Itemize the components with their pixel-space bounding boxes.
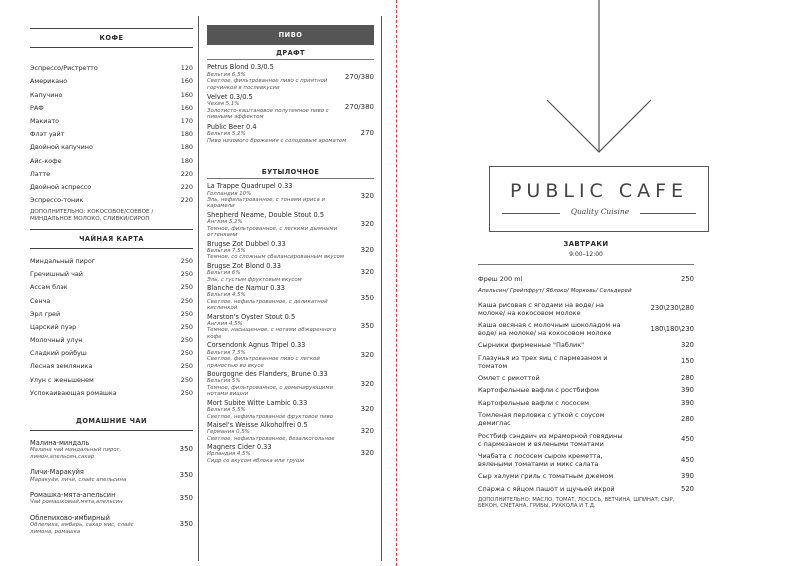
beer-text xyxy=(207,399,347,420)
item-price: 350 xyxy=(179,471,193,480)
home-tea-row xyxy=(30,514,193,535)
beer-desc: Светлое, нефильтрованное, с деликатной кислинкой xyxy=(207,298,328,312)
item-price: 230\230\280 xyxy=(650,304,694,313)
menu-row xyxy=(30,115,193,128)
beer-row xyxy=(207,341,374,369)
beer-price: 350 xyxy=(360,293,374,302)
item-price: 160 xyxy=(180,90,193,99)
breakfast-row xyxy=(478,321,694,337)
beer-origin: Ирландия 4,5% xyxy=(207,451,251,458)
menu-row xyxy=(30,128,193,141)
beer-text xyxy=(207,313,347,341)
menu-row xyxy=(30,194,193,207)
item-price: 250 xyxy=(180,336,193,345)
breakfast-row xyxy=(478,411,694,427)
beer-origin: Бельгия 5,5% xyxy=(207,407,246,414)
beer-origin: Голландия 10% xyxy=(207,190,252,197)
beer-text xyxy=(207,443,347,464)
item-price: 280 xyxy=(681,373,694,382)
beer-price: 320 xyxy=(360,449,374,458)
home-tea-row xyxy=(30,439,193,460)
breakfast-row xyxy=(478,354,694,370)
beer-price: 320 xyxy=(360,379,374,388)
item-name: Двойной эспрессо xyxy=(30,182,92,191)
left-column-rule xyxy=(198,16,199,561)
item-price: 250 xyxy=(180,256,193,265)
item-price: 120 xyxy=(180,64,193,73)
breakfast-rule xyxy=(478,264,694,265)
item-price: 390 xyxy=(681,472,694,481)
breakfast-row xyxy=(478,432,694,448)
beer-desc: Эль, нефильтрованное, с тонами ириса и карамели xyxy=(207,197,325,210)
breakfast-title: ЗАВТРАКИ xyxy=(563,240,609,248)
beer-name: Public Beer 0.4 xyxy=(207,122,257,131)
item-name: РАФ xyxy=(30,103,44,112)
beer-row xyxy=(207,313,374,341)
item-name: Томленая перловка с уткой с соусом демиглас xyxy=(478,411,605,428)
beer-origin: Бельгия 6% xyxy=(207,270,241,277)
beer-desc: Темное, насыщенное, с нотами обжаренного кофе xyxy=(207,327,336,340)
item-price: 180\180\230 xyxy=(650,324,694,333)
beer-name: Magners Cider 0.33 xyxy=(207,443,272,452)
item-price: 390 xyxy=(681,386,694,395)
item-name: Сенча xyxy=(30,296,51,305)
breakfast-row xyxy=(478,341,694,349)
beer-row xyxy=(207,93,374,121)
menu-row xyxy=(30,75,193,88)
item-name: Облепихово-имбирный xyxy=(30,513,110,522)
beer-desc: Эль, с густым фруктовым вкусом xyxy=(207,276,302,283)
item-name: Миндальный пирог xyxy=(30,256,96,265)
item-price: 250 xyxy=(180,349,193,358)
tea-header: ЧАЙНАЯ КАРТА xyxy=(30,229,193,249)
beer-desc: Золотисто-каштановое полутемное пиво с пивными эффектом xyxy=(207,107,329,121)
item-name: Эспрессо-тоник xyxy=(30,196,84,205)
beer-origin: Германия 0,5% xyxy=(207,429,250,436)
beer-row xyxy=(207,399,374,420)
item-price: 350 xyxy=(179,520,193,529)
item-name: Сырники фирменные "Паблик" xyxy=(478,341,585,350)
draft-list xyxy=(207,63,374,144)
item-price: 450 xyxy=(681,435,694,444)
bottled-rule xyxy=(207,178,374,179)
item-name: Молочный улун xyxy=(30,336,83,345)
beer-price: 350 xyxy=(360,322,374,331)
item-name: Личи-Маракуйя xyxy=(30,468,84,477)
item-name: Глазунья из трех яиц с пармезаном и томатом xyxy=(478,353,608,370)
item-price: 150 xyxy=(681,357,694,366)
item-price: 250 xyxy=(180,362,193,371)
beer-row xyxy=(207,240,374,261)
bottled-title: БУТЫЛОЧНОЕ xyxy=(261,168,320,177)
beer-price: 320 xyxy=(360,350,374,359)
beer-header: ПИВО xyxy=(207,25,374,45)
breakfast-hours: 9:00–12:00 xyxy=(569,250,603,258)
breakfast-row xyxy=(478,374,694,382)
item-name: Двойной капучино xyxy=(30,143,93,152)
item-name: Гречишный чай xyxy=(30,270,83,279)
beer-text xyxy=(207,341,347,369)
beer-desc: Светлое, нефильтрованное фруктовое пиво xyxy=(207,413,334,420)
item-name: Омлет с рикоттой xyxy=(478,374,540,382)
breakfast-row xyxy=(478,386,694,394)
beer-origin: Бельгия 5,2% xyxy=(207,131,246,138)
menu-row xyxy=(30,102,193,115)
item-name: Картофельные вафли с лососем xyxy=(478,398,590,407)
beer-row xyxy=(207,284,374,312)
item-name: Каша рисовая с ягодами на воде/ на молоке/ на кокосовом молоке xyxy=(478,300,604,317)
breakfast-row xyxy=(478,485,694,493)
item-price: 170 xyxy=(180,116,193,125)
beer-desc: Темное, фильтрованное, с легкими дымными оттенками xyxy=(207,225,338,239)
breakfast-row xyxy=(478,399,694,407)
menu-row xyxy=(30,360,193,373)
coffee-column xyxy=(30,28,193,543)
beer-desc: Светлое, нефильтрованное, безалкогольное xyxy=(207,435,335,442)
menu-row xyxy=(30,255,193,268)
beer-desc: Пиво низового брожения с солодовым ароматом xyxy=(207,137,347,144)
home-tea-text xyxy=(30,468,148,483)
item-name: Макиато xyxy=(30,116,59,125)
home-tea-row xyxy=(30,468,193,483)
item-desc: Малина чай миндальный пирог, лимон,апельсин,сахар xyxy=(30,447,122,460)
beer-desc: Сидр со вкусом яблока или груши xyxy=(207,457,305,464)
menu-row xyxy=(30,62,193,75)
item-name: Ростбиф сэндвич из мраморной говядины с пармезаном и вялеными томатами xyxy=(478,431,623,448)
beer-row xyxy=(207,63,374,91)
bottled-list xyxy=(207,182,374,464)
beer-origin: Бельгия 5% xyxy=(207,378,241,385)
item-name: Сладкий ройбуш xyxy=(30,349,87,358)
item-price: 180 xyxy=(180,130,193,139)
beer-row xyxy=(207,262,374,283)
item-price: 220 xyxy=(180,169,193,178)
menu-row xyxy=(30,295,193,308)
beer-text xyxy=(207,421,347,442)
item-name: Сыр халуми гриль с томатным джемом xyxy=(478,472,614,481)
item-price: 280 xyxy=(681,415,694,424)
beer-desc: Светлое, фильтрованное пиво с приятной горчинкой в послевкусии xyxy=(207,78,328,91)
item-price: 450 xyxy=(681,455,694,464)
beer-text xyxy=(207,262,347,283)
beer-desc: Темное, фильтрованное, с доминирующими нотами вишни xyxy=(207,384,334,398)
menu-row xyxy=(30,89,193,102)
beer-name: Mort Subite Witte Lambic 0.33 xyxy=(207,398,308,407)
beer-row xyxy=(207,370,374,398)
menu-row xyxy=(30,334,193,347)
beer-origin: Бельгия 4,5% xyxy=(207,292,246,299)
item-name: Картофельные вафли с ростбифом xyxy=(478,386,600,395)
item-name: Флэт уайт xyxy=(30,130,65,139)
menu-row xyxy=(30,268,193,281)
item-name: Эспрессо/Ристретто xyxy=(30,64,98,73)
item-price: 390 xyxy=(681,398,694,407)
breakfast-row xyxy=(478,301,694,317)
page-fold-line xyxy=(396,0,397,566)
beer-origin: Англия 4,5% xyxy=(207,320,243,327)
item-name: Успокаивающая ромашка xyxy=(30,388,117,397)
beer-price: 270/380 xyxy=(344,72,374,81)
item-name: Айс-кофе xyxy=(30,156,62,165)
beer-origin: Чехия 5,1% xyxy=(207,101,240,108)
beer-price: 320 xyxy=(360,220,374,229)
beer-row xyxy=(207,182,374,210)
beer-row xyxy=(207,211,374,239)
beer-text xyxy=(207,240,347,261)
arrow-decoration xyxy=(539,0,659,160)
home-tea-list xyxy=(30,439,193,535)
beer-name: Shepherd Neame, Double Stout 0.5 xyxy=(207,210,325,219)
breakfast-row xyxy=(478,452,694,468)
beer-origin: Бельгия 7,5% xyxy=(207,349,246,356)
item-price: 520 xyxy=(681,484,694,493)
breakfast-note: ДОПОЛНИТЕЛЬНО: МАСЛО, ТОМАТ, ЛОСОСЬ, ВЕТЧИНА, ШПИНАТ, СЫР, БЕКОН, СМЕТАНА, ГРИБЫ, РУККОЛА И Т.Д. xyxy=(478,497,675,510)
logo-tagline: Quality Cuisine xyxy=(560,207,640,216)
beer-price: 270/380 xyxy=(344,102,374,111)
beer-price: 320 xyxy=(360,405,374,414)
breakfast-section xyxy=(478,234,694,510)
tea-list xyxy=(30,255,193,400)
beer-text xyxy=(207,370,347,398)
item-name: Капучино xyxy=(30,90,63,99)
item-name: Американо xyxy=(30,77,68,86)
beer-origin: Англия 5,2% xyxy=(207,219,243,226)
home-tea-row xyxy=(30,491,193,506)
item-name: Ассам блэк xyxy=(30,283,68,292)
item-price: 160 xyxy=(180,77,193,86)
menu-row xyxy=(30,374,193,387)
breakfast-row xyxy=(478,275,694,283)
coffee-header: КОФЕ xyxy=(30,28,193,48)
beer-name: La Trappe Quadrupel 0.33 xyxy=(207,182,293,191)
beer-text xyxy=(207,63,345,91)
breakfast-row xyxy=(478,472,694,480)
item-price: 250 xyxy=(180,322,193,331)
beer-row xyxy=(207,421,374,442)
menu-row xyxy=(30,321,193,334)
breakfast-row xyxy=(478,288,694,295)
beer-price: 320 xyxy=(360,427,374,436)
item-name: Царский пуэр xyxy=(30,322,77,331)
item-price: 250 xyxy=(180,388,193,397)
item-name: Малина-миндаль xyxy=(30,439,90,448)
coffee-note: ДОПОЛНИТЕЛЬНО: КОКОСОВОЕ/СОЕВОЕ /МИНДАЛЬНОЕ МОЛОКО, СЛИВКИ/СИРОП xyxy=(30,209,154,222)
home-tea-text xyxy=(30,514,148,535)
menu-row xyxy=(30,141,193,154)
menu-row xyxy=(30,181,193,194)
item-desc: Чай ромашковый,мята,апельсин xyxy=(30,499,123,506)
item-price: 160 xyxy=(180,103,193,112)
beer-row xyxy=(207,443,374,464)
item-name: Фреш 200 ml xyxy=(478,275,523,284)
beer-name: Petrus Blond 0.3/0.5 xyxy=(207,63,274,72)
item-price: 250 xyxy=(180,309,193,318)
beer-name: Corsendonk Agnus Tripel 0.33 xyxy=(207,341,306,350)
beer-price: 320 xyxy=(360,191,374,200)
coffee-list xyxy=(30,62,193,207)
breakfast-list xyxy=(478,275,694,493)
item-price: 250 xyxy=(180,296,193,305)
beer-desc: Светлое, фильтрованное пиво с легкой пряностью во вкусе xyxy=(207,356,320,369)
beer-text xyxy=(207,211,347,239)
menu-row xyxy=(30,308,193,321)
item-price: 250 xyxy=(180,375,193,384)
middle-column-rule xyxy=(381,16,382,561)
item-price: 250 xyxy=(180,283,193,292)
beer-origin: Бельгия 6,5% xyxy=(207,71,246,78)
item-name: Эрл грей xyxy=(30,309,61,318)
menu-row xyxy=(30,387,193,400)
menu-row xyxy=(30,168,193,181)
item-name: Латте xyxy=(30,169,51,178)
item-price: 180 xyxy=(180,143,193,152)
draft-rule xyxy=(207,59,374,60)
item-desc: Облепиха, имбирь, сахар мис, слайс лимона, ромашка xyxy=(30,522,134,535)
home-tea-text xyxy=(30,439,148,460)
beer-text xyxy=(207,182,347,210)
beer-name: Velvet 0.3/0.5 xyxy=(207,93,253,102)
home-tea-header: ДОМАШНИЕ ЧАИ xyxy=(30,412,193,431)
item-price: 220 xyxy=(180,182,193,191)
item-name: Апельсин/ Грейпфрут/ Яблоко/ Морковь/ Сельдерей xyxy=(478,287,632,294)
item-name: Каша овсяная с молочным шоколадом на воде/ на молоке/ на кокосовом молоке xyxy=(478,320,621,337)
item-desc: Маракуйя, личи, слайс апельсина xyxy=(30,476,127,483)
beer-name: Bourgogne des Flanders, Brune 0.33 xyxy=(207,370,328,379)
logo-name: PUBLIC CAFE xyxy=(509,180,689,202)
beer-name: Blanche de Namur 0.33 xyxy=(207,284,285,293)
beer-column xyxy=(207,25,374,465)
item-price: 250 xyxy=(681,275,694,284)
menu-row xyxy=(30,281,193,294)
item-name: Улун с женьшенем xyxy=(30,375,94,384)
item-name: Ромашка-мята-апельсин xyxy=(30,491,116,500)
beer-desc: Темное, со сложным сбалансированным вкусом xyxy=(207,254,344,261)
item-name: Чиабата с лососем сыром креметта, вялеными томатами и микс салата xyxy=(478,451,603,468)
menu-row xyxy=(30,155,193,168)
draft-title: ДРАФТ xyxy=(276,49,305,58)
item-price: 350 xyxy=(179,494,193,503)
beer-price: 320 xyxy=(360,245,374,254)
beer-name: Brugse Zot Dubbel 0.33 xyxy=(207,239,286,248)
beer-text xyxy=(207,93,345,121)
beer-price: 320 xyxy=(360,268,374,277)
beer-origin: Бельгия 7,5% xyxy=(207,247,246,254)
beer-name: Brugse Zot Blond 0.33 xyxy=(207,261,281,270)
beer-text xyxy=(207,123,347,144)
beer-text xyxy=(207,284,347,312)
beer-name: Marston's Oyster Stout 0.5 xyxy=(207,312,296,321)
menu-row xyxy=(30,347,193,360)
item-name: Лесная земляника xyxy=(30,362,93,371)
item-price: 250 xyxy=(180,270,193,279)
item-price: 180 xyxy=(180,156,193,165)
item-price: 220 xyxy=(180,196,193,205)
logo-box xyxy=(489,166,709,232)
item-price: 320 xyxy=(681,341,694,350)
beer-row xyxy=(207,123,374,144)
beer-name: Maisel's Weisse Alkoholfrei 0.5 xyxy=(207,421,308,430)
item-price: 350 xyxy=(179,445,193,454)
item-name: Спаржа с яйцом пашот и щучьей икрой xyxy=(478,484,615,493)
home-tea-text xyxy=(30,491,148,506)
beer-price: 270 xyxy=(360,129,374,138)
